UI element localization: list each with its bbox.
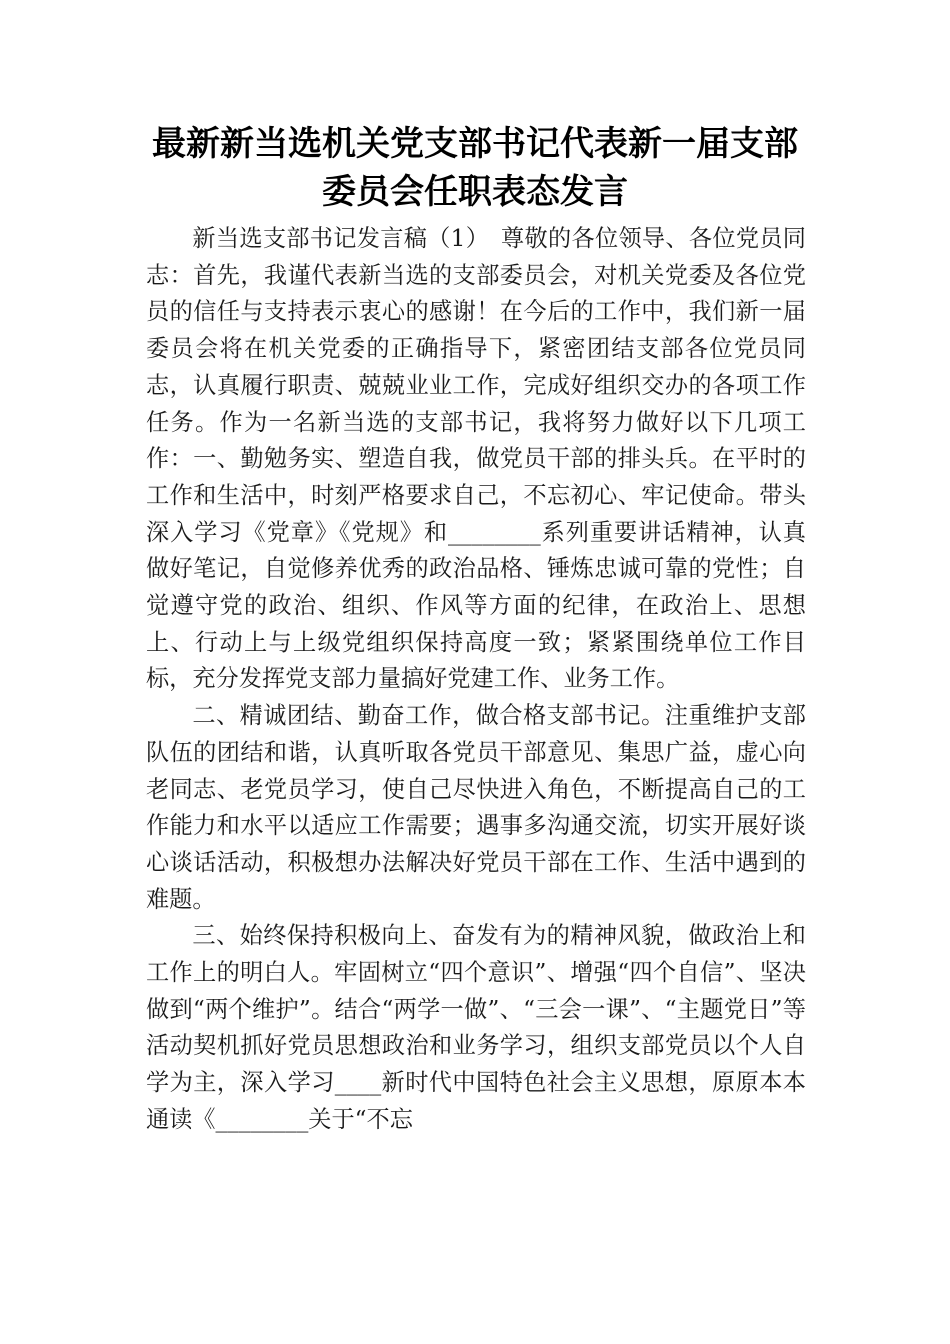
paragraph-2: 二、精诚团结、勤奋工作，做合格支部书记。注重维护支部队伍的团结和谐，认真听取各党员干部意见、集思广益，虚心向老同志、老党员学习，使自己尽快进入角色，不断提高自己的工作能力和水平以适应工作需要；遇事多沟通交流，切实开展好谈心谈话活动，积极想办法解决好党员干部在工作、生活中遇到的难题。	[146, 702, 806, 913]
paragraph-1: 新当选支部书记发言稿（1） 尊敬的各位领导、各位党员同志：首先，我谨代表新当选的支部委员会，对机关党委及各位党员的信任与支持表示衷心的感谢！在今后的工作中，我们新一届委员会将在机关党委的正确指导下，紧密团结支部各位党员同志，认真履行职责、兢兢业业工作，完成好组织交办的各项工作任务。作为一名新当选的支部书记，我将努力做好以下几项工作：一、勤勉务实、塑造自我，做党员干部的排头兵。在平时的工作和生活中，时刻严格要求自己，不忘初心、牢记使命。带头深入学习《党章》《党规》和________系列重要讲话精神，认真做好笔记，自觉修养优秀的政治品格、锤炼忠诚可靠的党性；自觉遵守党的政治、组织、作风等方面的纪律，在政治上、思想上、行动上与上级党组织保持高度一致；紧紧围绕单位工作目标，充分发挥党支部力量搞好党建工作、业务工作。	[146, 225, 806, 693]
document-title: 最新新当选机关党支部书记代表新一届支部委员会任职表态发言	[152, 124, 798, 212]
document-body	[146, 221, 806, 1139]
paragraph-3: 三、始终保持积极向上、奋发有为的精神风貌，做政治上和工作上的明白人。牢固树立“四个意识”、增强“四个自信”、坚决做到“两个维护”。结合“两学一做”、“三会一课”、“主题党日”等活动契机抓好党员思想政治和业务学习，组织支部党员以个人自学为主，深入学习____新时代中国特色社会主义思想，原原本本通读《________关于“不忘	[146, 922, 806, 1133]
